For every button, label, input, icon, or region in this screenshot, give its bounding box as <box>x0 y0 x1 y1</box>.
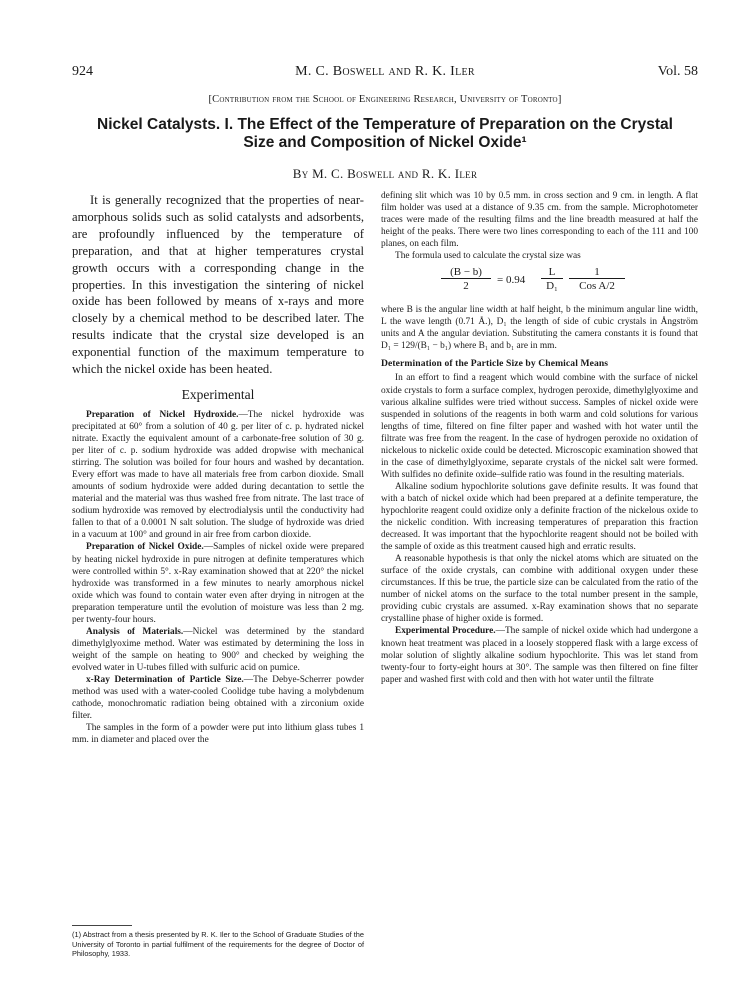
run-in-heading: x-Ray Determination of Particle Size. <box>86 675 244 685</box>
title-line-1: Nickel Catalysts. I. The Effect of the Temperature of Preparation on the Crystal <box>97 116 673 133</box>
formula-rhs-1 <box>541 266 563 292</box>
contribution-note: [Contribution from the School of Engineering Research, University of Toronto] <box>208 94 562 105</box>
paragraph-text: —The Debye-Scherrer powder method was used with a water-cooled Coolidge tube having a molybdenum cathode, monochromatic radiation being obtained with a zirconium oxide filter. <box>72 675 364 722</box>
paragraph-text: —The sample of nickel oxide which had undergone a known heat treatment was placed in a loosely stoppered flask with a large excess of molar solution of slightly alkaline sodium hypochlorite. This was let stand from twenty-four to forty-eight hours at 30°. The sample was then filtered on fine filter paper and washed first with cold and then with hot water until the filtrate <box>381 626 698 685</box>
run-in-heading: Analysis of Materials. <box>86 626 184 637</box>
article-title <box>72 116 698 152</box>
byline: By M. C. Boswell and R. K. Iler <box>292 166 478 181</box>
left-column <box>72 190 364 746</box>
formula-intro: The formula used to calculate the crystal size was <box>395 251 581 262</box>
running-authors: M. C. Boswell and R. K. Iler <box>295 64 475 79</box>
volume-label: Vol. 58 <box>657 64 698 79</box>
paragraph-text: —Samples of nickel oxide were prepared by heating nickel hydroxide in pure nitrogen at definite temperatures which were controlled within 5°. x-Ray examination showed that at 220° the nickel hydroxide was transformed in a few minutes to nearly amorphous nickel oxide which was found to contain water even after drying in nitrogen at the preparation temperature until the evolution of moisture was less than 2 mg. per twenty-four hours. <box>72 542 364 625</box>
paragraph-nickel-hydroxide <box>72 409 364 542</box>
page-number: 924 <box>72 64 93 79</box>
paragraph-xray <box>72 674 364 722</box>
paragraph-reagent-search: In an effort to find a reagent which would combine with the surface of nickel oxide crystals to form a surface complex, hydrogen peroxide, dimethylglyoxime and various alkaline sulfides were tried without success. Samples of nickel oxide were suspended in solutions of the reagents in both warm and cold solutions for various lengths of time, filtered on fine filter paper and washed with hot water until the filtrate was free from the reagent. In the case of hydrogen peroxide no oxidation of nickelous to nickelic oxide could be detected. Microscopic examination showed that in the case of dimethylglyoxime, separate crystals of the nickel salt were formed. With sulfides no definite oxide–sulfide ratio was found in the resulting materials. <box>381 373 698 480</box>
experimental-heading: Experimental <box>181 386 255 402</box>
paragraph-analysis <box>72 626 364 674</box>
paragraph-text: The samples in the form of a powder were put into lithium glass tubes 1 mm. in diameter and placed over the <box>72 723 364 746</box>
title-line-2: Size and Composition of Nickel Oxide¹ <box>243 134 527 151</box>
paragraph-text: —The nickel hydroxide was precipitated at 60° from a solution of 40 g. per liter of c. p. hydrated nickel nitrate. Exactly the equivalent amount of a carbonate-free solution of 30 g. per liter of c. p. sodium hydroxide was added dropwise with mechanical stirring. The solution was boiled for four hours and washed by decantation. Every effort was made to have all materials free from carbon dioxide. Small amounts of sodium hydroxide were added during decantation to settle the material and the material was thus washed free from nitrate. The last trace of sodium hydroxide was removed by electrodialysis until the conductivity had fallen to that of a 0.0001 N salt solution. The sludge of hydroxide was dried in a vacuum at 100° and ground in air free from carbon dioxide. <box>72 409 364 541</box>
paragraph-samples <box>72 722 364 746</box>
formula-rhs-2 <box>569 266 625 292</box>
paragraph-text: —Nickel was determined by the standard dimethylglyoxime method. Water was estimated by determining the loss in weight of the sample on heating to 900° and checked by weighing the evolved water in U-tubes filled with sulfuric acid on pumice. <box>72 626 364 673</box>
right-column <box>381 190 698 686</box>
formula-rhs-1-denominator: D₁ <box>546 280 558 293</box>
paragraph-hypochlorite: Alkaline sodium hypochlorite solutions gave definite results. It was found that with a batch of nickel oxide which had been prepared at a definite temperature, the hypochlorite reagent could oxidize only a definite fraction of the nickelous oxide to the nickelic condition. With increasing temperatures of preparation this fraction decreased. It was important that the hypochlorite reagent should not be boiled with the sample of oxide as this treatment caused high and erratic results. <box>381 481 698 553</box>
formula-rhs-2-numerator: 1 <box>569 266 625 279</box>
formula-lhs-denominator: 2 <box>463 280 469 293</box>
run-in-heading: Preparation of Nickel Hydroxide. <box>86 409 239 420</box>
run-in-heading: Preparation of Nickel Oxide. <box>86 542 204 553</box>
running-header <box>72 64 698 84</box>
formula-rhs-2-denominator: Cos A/2 <box>579 280 615 293</box>
footnote: (1) Abstract from a thesis presented by R. K. Iler to the School of Graduate Studies of the University of Toronto in partial fulfilment of the requirements for the degree of Doctor of Philosophy, 1933. <box>72 930 364 959</box>
run-in-heading: Experimental Procedure. <box>395 626 496 637</box>
footnote-rule <box>72 925 132 926</box>
formula-lhs-numerator: (B − b) <box>441 266 491 279</box>
formula-explanation: where B is the angular line width at half height, b the minimum angular line width, L the wave length (0.71 Å.), D₁ the length of side of cubic crystals in Ångström units and A the angular deviation. Substituting the camera constants it is found that D₁ = 129/(B₁ − b₁) where B₁ and b₁ are in mm. <box>381 305 698 352</box>
formula-rhs-1-numerator: L <box>541 266 563 279</box>
paragraph-procedure <box>381 625 698 685</box>
formula-lhs <box>441 266 491 292</box>
continuation-paragraph: defining slit which was 10 by 0.5 mm. in cross section and 9 cm. in length. A flat film holder was used at a distance of 9.35 cm. from the sample. Microphotometer traces were made of the resulting films and the line breadth measured at half the height of the peaks. There were two lines corresponding to each of the 111 and 100 planes, on each film. <box>381 191 698 250</box>
crystal-size-formula <box>381 262 698 304</box>
paragraph-nickel-oxide <box>72 541 364 625</box>
intro-paragraph: It is generally recognized that the properties of near-amorphous solids such as solid catalysts and adsorbents, are profoundly influenced by the temperature of preparation, and that at higher temperatures crystal growth occurs with a corresponding change in the properties. In this investigation the sintering of nickel oxide has been followed by means of x-rays and more closely by a chemical method to be described later. The results indicate that the crystal size developed is an exponential function of the maximum temperature to which the nickel oxide has been heated. <box>72 193 364 377</box>
chemical-means-heading: Determination of the Particle Size by Chemical Means <box>381 358 609 370</box>
paragraph-hypothesis: A reasonable hypothesis is that only the nickel atoms which are situated on the surface of the oxide crystals, can combine with additional oxygen under these circumstances. If this be true, the particle size can be calculated from the ratio of the number of nickel atoms on the surface to the total number present in the sample, providing cubic crystals are assumed. x-Ray examination shows that no separate crystalline phase of higher oxide is formed. <box>381 554 698 625</box>
formula-coefficient: = 0.94 <box>497 274 526 287</box>
